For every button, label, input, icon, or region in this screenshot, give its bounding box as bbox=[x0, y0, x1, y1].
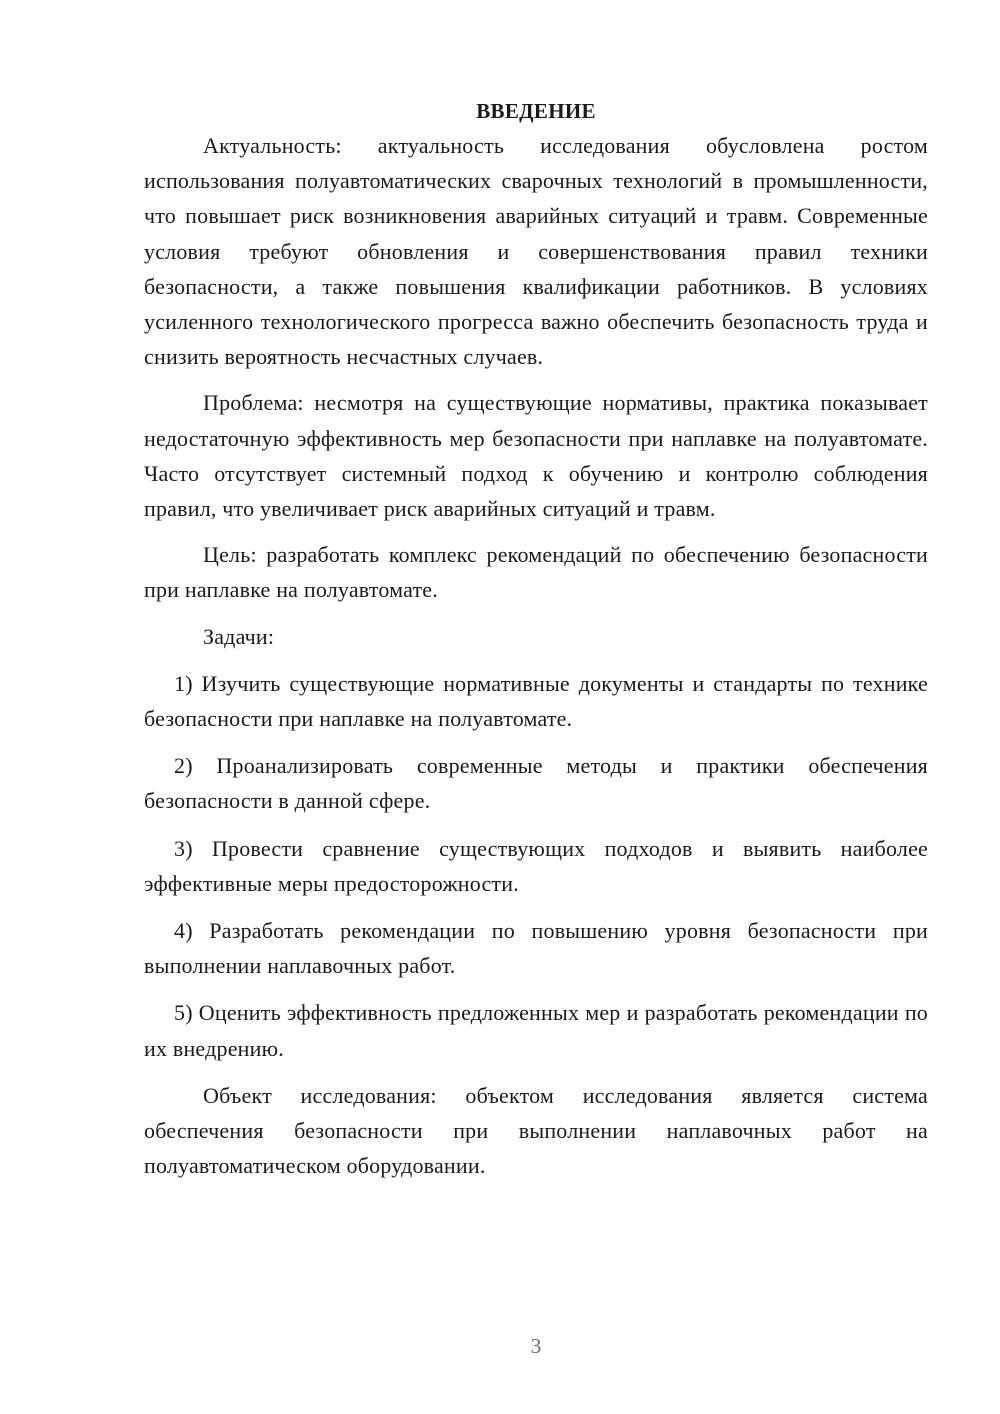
document-page bbox=[144, 96, 928, 1183]
problem-paragraph: Проблема: несмотря на существующие нормативы, практика показывает недостаточную эффективность мер безопасности при наплавке на полуавтомате. Часто отсутствует системный подход к обучению и контролю соблюдения правил, что увеличивает риск аварийных ситуаций и травм. bbox=[144, 390, 928, 522]
relevance-paragraph: Актуальность: актуальность исследования обусловлена ростом использования полуавтоматических сварочных технологий в промышленности, что повышает риск возникновения аварийных ситуаций и травм. Современные условия требуют обновления и совершенствования правил техники безопасности, а также повышения квалификации работников. В условиях усиленного технологического прогресса важно обеспечить безопасность труда и снизить вероятность несчастных случаев. bbox=[144, 133, 928, 370]
page-title: ВВЕДЕНИЕ bbox=[476, 99, 596, 123]
task-item-2: 2) Проанализировать современные методы и практики обеспечения безопасности в данной сфере. bbox=[144, 753, 928, 814]
page-number: 3 bbox=[530, 1334, 542, 1358]
object-paragraph: Объект исследования: объектом исследования является система обеспечения безопасности при выполнении наплавочных работ на полуавтоматическом оборудовании. bbox=[144, 1082, 928, 1179]
task-item-1: 1) Изучить существующие нормативные документы и стандарты по технике безопасности при наплавке на полуавтомате. bbox=[144, 670, 928, 732]
task-item-4: 4) Разработать рекомендации по повышению уровня безопасности при выполнении наплавочных работ. bbox=[144, 918, 928, 979]
task-item-3: 3) Провести сравнение существующих подходов и выявить наиболее эффективные меры предосторожности. bbox=[144, 835, 928, 896]
task-item-5: 5) Оценить эффективность предложенных мер и разработать рекомендации по их внедрению. bbox=[144, 1000, 928, 1061]
tasks-heading: Задачи: bbox=[203, 623, 275, 649]
goal-paragraph: Цель: разработать комплекс рекомендаций по обеспечению безопасности при наплавке на полуавтомате. bbox=[144, 542, 928, 603]
